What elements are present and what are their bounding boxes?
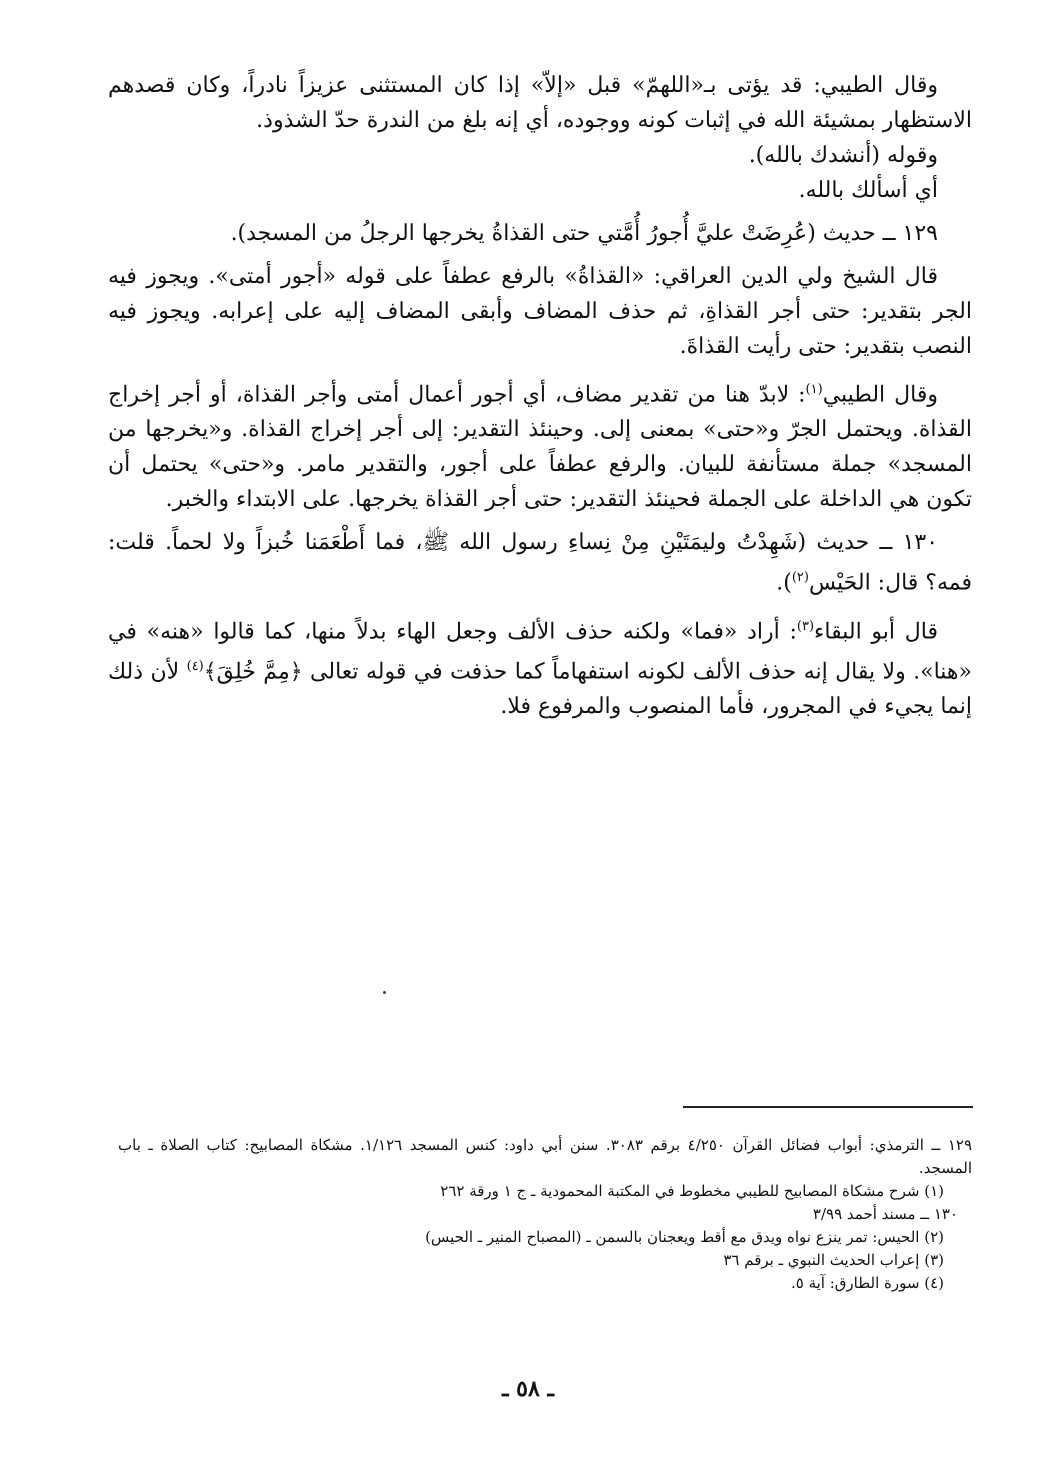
paragraph-asaluka: أي أسألك بالله. <box>798 178 938 203</box>
footnote-130: ١٣٠ ــ مسند أحمد ٣/٩٩ <box>812 1205 958 1223</box>
hadith-130-heading <box>108 525 972 600</box>
paragraph-text: وقال الطيبي <box>822 382 938 408</box>
footnote-divider <box>683 1106 973 1108</box>
footnote-2: (٢) الحيس: تمر ينزع نواه ويدق مع أقط ويعجنان بالسمن ـ (المصباح المنير ـ الحيس) <box>425 1228 944 1246</box>
footnotes <box>118 1134 972 1295</box>
paragraph-abu-albaqa <box>108 609 972 725</box>
footnote-ref: (٤) <box>186 658 204 674</box>
page-number: ـ ٥٨ ـ <box>502 1376 554 1402</box>
paragraph-ansheduka: وقوله (أنشدك بالله). <box>748 143 938 168</box>
footnote-ref: (٣) <box>796 618 815 634</box>
paragraph-line: قصدهم الاستظهار بمشيئة الله في إثبات كونه ووجوده، أي إنه بلغ من الندرة حدّ الشذوذ. <box>108 73 972 133</box>
footnote-line: الصلاة ـ باب المسجد. <box>118 1136 972 1177</box>
footnote-ref: (١) <box>805 382 823 397</box>
stray-dot <box>383 991 386 994</box>
footnote-1: (١) شرح مشكاة المصابيح للطيبي مخطوط في المكتبة المحمودية ـ ج ١ ورقة ٢٦٢ <box>440 1182 944 1200</box>
footnote-4: (٤) سورة الطارق: آية ٥. <box>790 1274 944 1292</box>
footnote-ref: (٢) <box>791 570 809 586</box>
paragraph-iraqi: قال الشيخ ولي الدين العراقي: «القذاةُ» بالرفع عطفاً على قوله «أجور أمتى». ويجوز فيه الجر بتقدير: حتى أجر القذاةِ، ثم حذف المضاف وأبقى المضاف إليه على إعرابه. ويجوز فيه النصب بتقدير: حتى رأيت القذاةَ. <box>108 264 972 359</box>
paragraph-tibi-intro <box>108 68 972 138</box>
paragraph-text: : أراد «فما» ولكنه حذف الألف وجعل الهاء بدلاً منها، كما قالوا «هنه» في «هنا». ولا يقال إنه حذف الألف لكونه استفهاماً كما حذفت في قوله تعالى ﴿مِمَّ خُلِقَ﴾ <box>108 618 972 685</box>
paragraph-line: قلت: فمه؟ قال: الحَيْس <box>108 530 972 596</box>
paragraph-text: لأن ذلك إنما يجيء في المجرور، فأما المنصوب والمرفوع فلا. <box>108 659 972 720</box>
paragraph-line: ١٣٠ ــ حديث (شَهِدْتُ وليمَتَيْنِ مِنْ نِساءِ رسول الله ﷺ، فما أَطْعَمَنا خُبزاً ولا لحماً. <box>165 530 939 556</box>
paragraph-line: وقال الطيبي: قد يؤتى بـ«اللهمّ» قبل «إلاّ» إذا كان المستثنى عزيزاً نادراً، وكان <box>186 73 938 98</box>
footnote-129 <box>118 1134 972 1180</box>
main-text <box>108 68 972 724</box>
hadith-129-heading: ١٢٩ ــ حديث (عُرِضَتْ عليَّ أُجورُ أُمَّتي حتى القذاةُ يخرجها الرجلُ من المسجد). <box>230 221 938 246</box>
paragraph-line: ). <box>776 570 792 596</box>
paragraph-text: : لابدّ هنا من تقدير مضاف، أي أجور أعمال أمتى وأجر القذاة، أو أجر إخراج القذاة. ويحتمل الجرّ و«حتى» بمعنى إلى. وحينئذ التقدير: إلى أجر إخراج القذاة. و«يخرجها من المسجد» جملة مستأنفة للبيان. والرفع عطفاً على أجور، والتقدير مامر. و«حتى» يحتمل أن تكون هي الداخلة على الجملة فحينئذ التقدير: حتى أجر القذاة يخرجها. على الابتداء والخبر. <box>108 382 972 513</box>
footnote-3: (٣) إعراب الحديث النبوي ـ برقم ٣٦ <box>723 1251 944 1269</box>
footnote-line: ١٢٩ ــ الترمذي: أبواب فضائل القرآن ٤/٢٥٠ برقم ٣٠٨٣. سنن أبي داود: كنس المسجد ١/١٢٦. مشكاة المصابيح: كتاب <box>206 1136 972 1154</box>
paragraph-text: قال أبو البقاء <box>814 618 938 644</box>
paragraph-tibi-commentary <box>108 372 972 517</box>
